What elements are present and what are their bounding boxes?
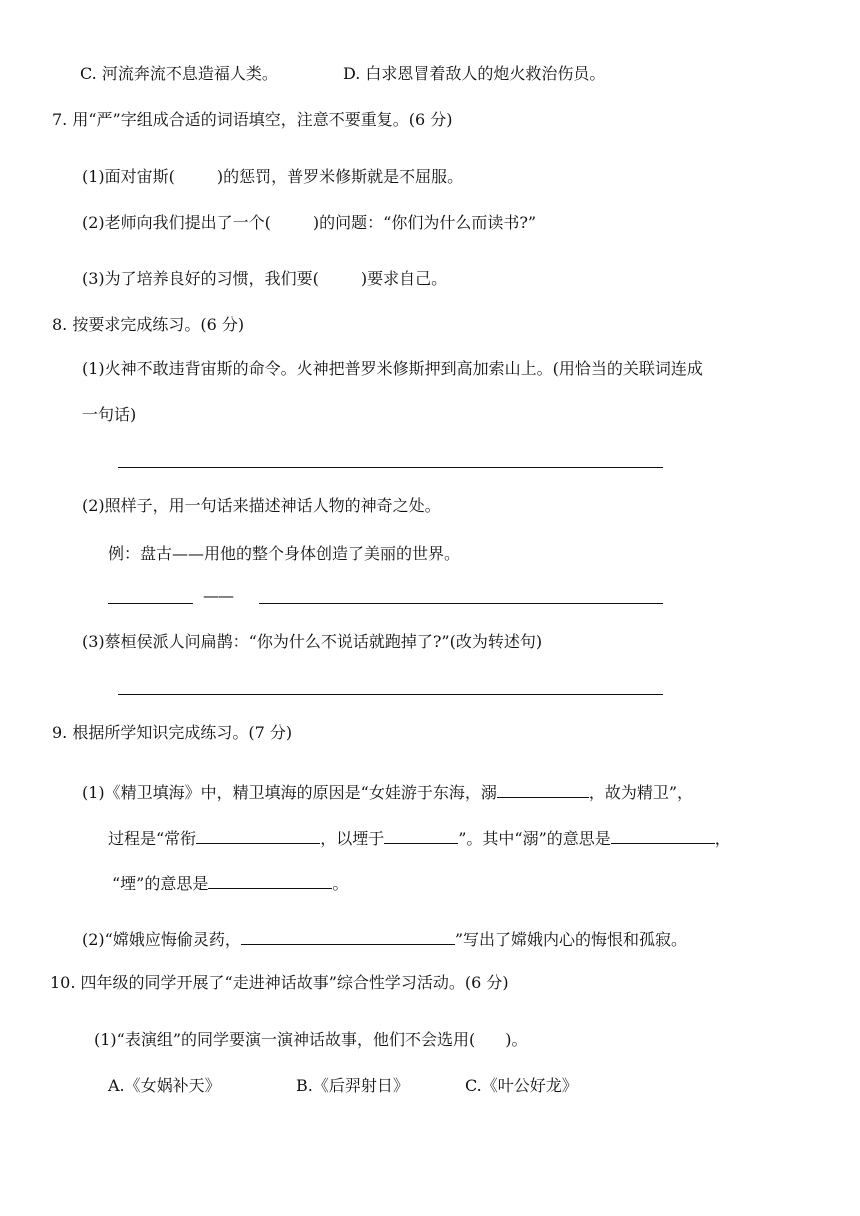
q8-s1-line1: (1)火神不敢违背宙斯的命令。火神把普罗米修斯押到高加索山上。(用恰当的关联词连成 [82, 359, 703, 378]
q9-s2-text-b: ”写出了嫦娥内心的悔恨和孤寂。 [454, 930, 688, 949]
q6-option-c: C. 河流奔流不息造福人类。 [80, 64, 278, 83]
q7-s2-after: )的问题：“你们为什么而读书?” [312, 213, 537, 232]
q9-blank-drown[interactable] [497, 779, 589, 798]
q9-s2-text-a: (2)“嫦娥应悔偷灵药， [82, 930, 241, 949]
q9-title: 9. 根据所学知识完成练习。(7 分) [52, 723, 293, 742]
q10-s1-after: )。 [505, 1030, 528, 1049]
q7-s3-after: )要求自己。 [360, 269, 448, 288]
q10-option-b: B.《后羿射日》 [296, 1076, 409, 1095]
q8-s2-example: 例：盘古——用他的整个身体创造了美丽的世界。 [108, 544, 461, 563]
q8-s1-line2: 一句话) [82, 405, 137, 424]
q6-option-d: D. 白求恩冒着敌人的炮火救治伤员。 [343, 64, 606, 83]
q9-s1-row1 [82, 779, 693, 804]
q9-blank-yin-meaning[interactable] [208, 870, 332, 889]
q8-s2-dash: —— [203, 586, 233, 605]
q8-s2-description-line[interactable] [259, 603, 663, 604]
q9-s1-text-d: ，以堙于 [320, 829, 385, 848]
q8-s2-instruction: (2)照样子，用一句话来描述神话人物的神奇之处。 [82, 496, 441, 515]
q9-s2-row [82, 926, 687, 951]
q8-s2-name-line[interactable] [108, 603, 193, 604]
q9-s1-text-a: (1)《精卫填海》中，精卫填海的原因是“女娃游于东海，溺 [82, 783, 497, 802]
q10-title: 10. 四年级的同学开展了“走进神话故事”综合性学习活动。(6 分) [50, 973, 509, 992]
q7-s1-after: )的惩罚，普罗米修斯就是不屈服。 [216, 167, 464, 186]
q8-s3-instruction: (3)蔡桓侯派人问扁鹊：“你为什么不说话就跑掉了?”(改为转述句) [82, 632, 543, 651]
q10-s1 [94, 1029, 528, 1051]
q9-blank-ni-meaning[interactable] [611, 825, 715, 844]
q9-s1-text-g: “堙”的意思是 [112, 874, 209, 893]
q7-s1-before: (1)面对宙斯( [82, 167, 175, 186]
q10-s1-before: (1)“表演组”的同学要演一演神话故事，他们不会选用( [94, 1030, 476, 1049]
q9-blank-fill-into[interactable] [384, 825, 458, 844]
q9-s1-row3 [112, 870, 348, 895]
q10-option-a: A.《女娲补天》 [108, 1076, 221, 1095]
q7-title: 7. 用“严”字组成合适的词语填空，注意不要重复。(6 分) [52, 110, 453, 129]
q9-blank-carry[interactable] [196, 825, 320, 844]
q8-s3-answer-line[interactable] [118, 694, 663, 695]
q7-sentence-3 [82, 268, 447, 290]
q9-blank-poem-line[interactable] [241, 926, 455, 945]
q7-s2-before: (2)老师向我们提出了一个( [82, 213, 271, 232]
q7-sentence-1 [82, 166, 463, 188]
q9-s1-text-c: 过程是“常衔 [108, 829, 197, 848]
q9-s1-text-f: ， [714, 829, 731, 848]
q9-s1-text-h: 。 [332, 874, 349, 893]
q7-s3-before: (3)为了培养良好的习惯，我们要( [82, 269, 319, 288]
q8-s1-answer-line[interactable] [118, 467, 663, 468]
q10-option-c: C.《叶公好龙》 [465, 1076, 578, 1095]
q7-sentence-2 [82, 212, 536, 234]
q9-s1-text-e: ”。其中“溺”的意思是 [458, 829, 611, 848]
q9-s1-text-b: ，故为精卫”， [588, 783, 694, 802]
q9-s1-row2 [108, 825, 731, 850]
q8-title: 8. 按要求完成练习。(6 分) [52, 315, 245, 334]
